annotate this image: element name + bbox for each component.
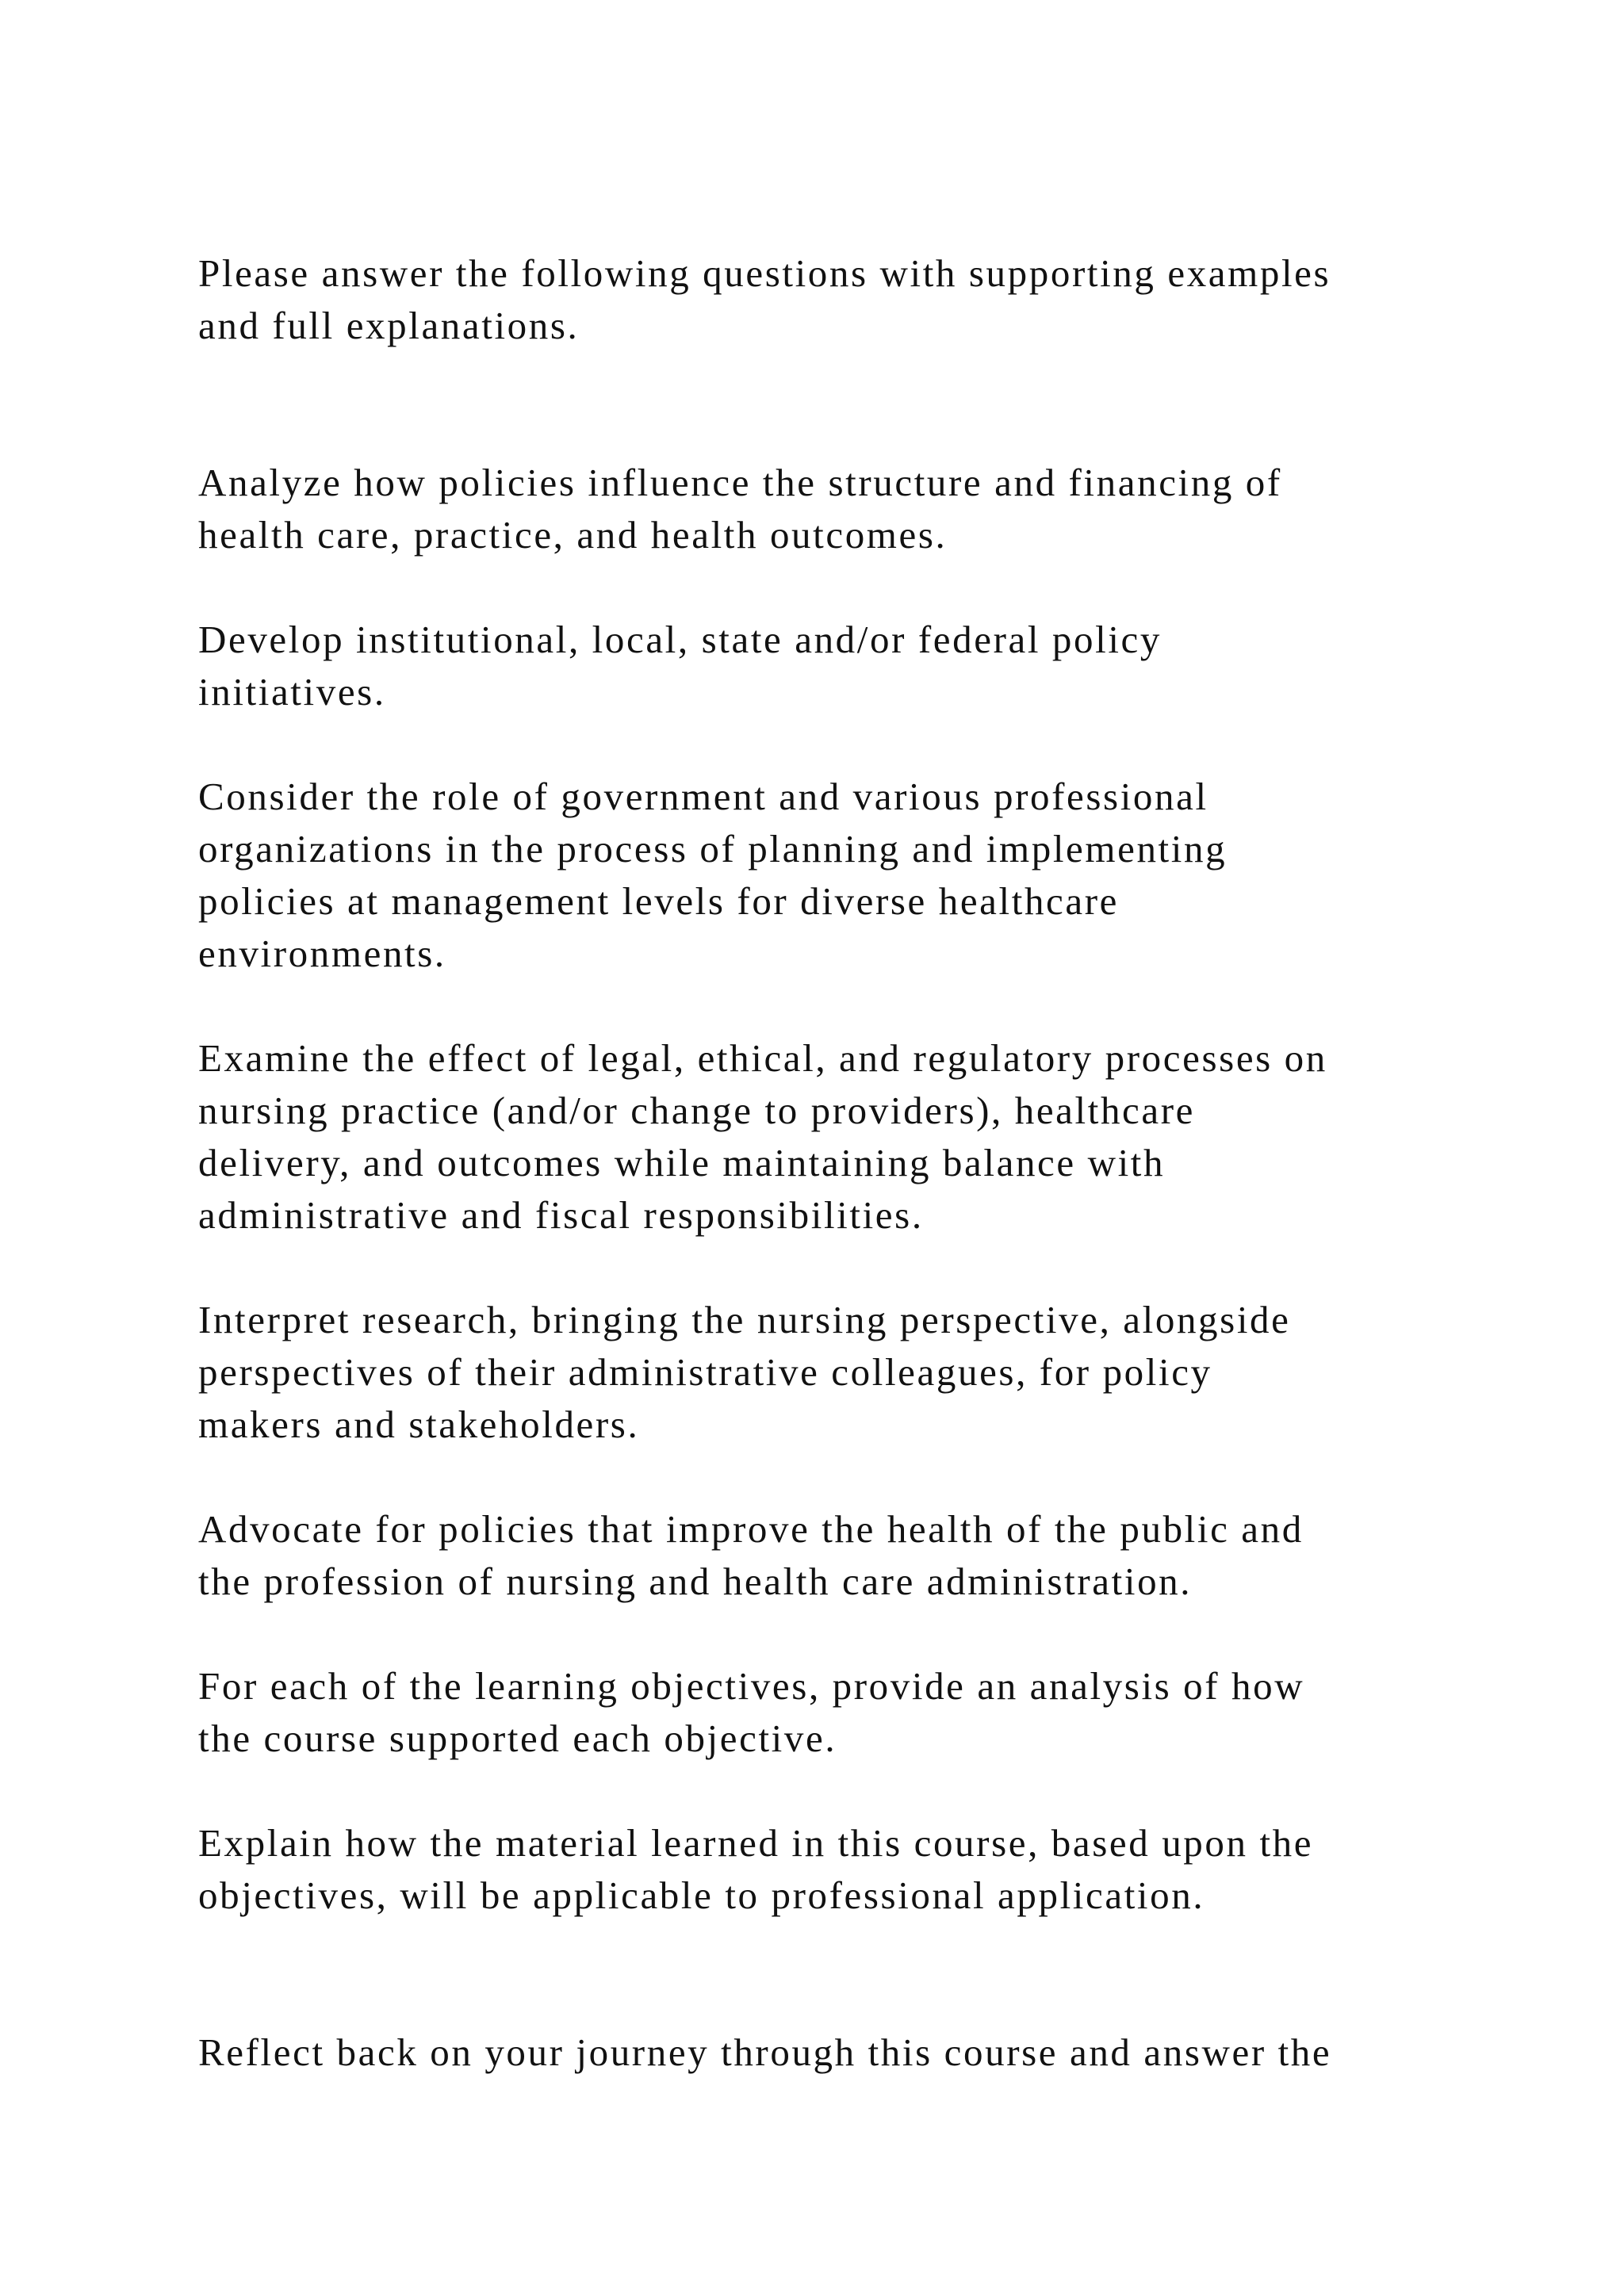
text-line: initiatives. [198,670,386,714]
objective-paragraph-interpret [198,1294,1467,1451]
text-line: health care, practice, and health outcomes. [198,513,948,557]
text-line: objectives, will be applicable to professional application. [198,1873,1205,1917]
text-line: Interpret research, bringing the nursing perspective, alongside [198,1298,1291,1341]
text-line: Reflect back on your journey through this course and answer the [198,2030,1332,2074]
instruction-paragraph-explain [198,1817,1467,1922]
instruction-paragraph-analysis [198,1660,1467,1765]
intro-paragraph [198,247,1467,352]
reflection-paragraph [198,2026,1467,2079]
text-line: organizations in the process of planning and implementing [198,827,1228,871]
text-line: Consider the role of government and various professional [198,775,1208,818]
text-line: Analyze how policies influence the structure and financing of [198,461,1282,504]
text-line: Examine the effect of legal, ethical, and regulatory processes on [198,1036,1327,1080]
text-line: makers and stakeholders. [198,1402,640,1446]
objective-paragraph-examine [198,1032,1467,1242]
text-line: policies at management levels for diverse healthcare [198,879,1120,923]
text-line: the profession of nursing and health care administration. [198,1559,1193,1603]
objective-paragraph-consider [198,771,1467,980]
text-line: nursing practice (and/or change to providers), healthcare [198,1089,1196,1132]
objective-paragraph-develop [198,614,1467,718]
text-line: Advocate for policies that improve the health of the public and [198,1507,1304,1551]
text-line: the course supported each objective. [198,1716,837,1760]
text-line: administrative and fiscal responsibilities. [198,1193,924,1237]
text-line: perspectives of their administrative colleagues, for policy [198,1350,1212,1394]
document-body [198,247,1467,2131]
text-line: For each of the learning objectives, provide an analysis of how [198,1664,1305,1708]
text-line: delivery, and outcomes while maintaining balance with [198,1141,1166,1184]
text-line: Please answer the following questions with supporting examples [198,251,1331,295]
text-line: Develop institutional, local, state and/or federal policy [198,618,1162,661]
objective-paragraph-analyze [198,457,1467,561]
objective-paragraph-advocate [198,1503,1467,1608]
text-line: Explain how the material learned in this course, based upon the [198,1821,1314,1865]
text-line: and full explanations. [198,304,580,347]
text-line: environments. [198,932,446,975]
